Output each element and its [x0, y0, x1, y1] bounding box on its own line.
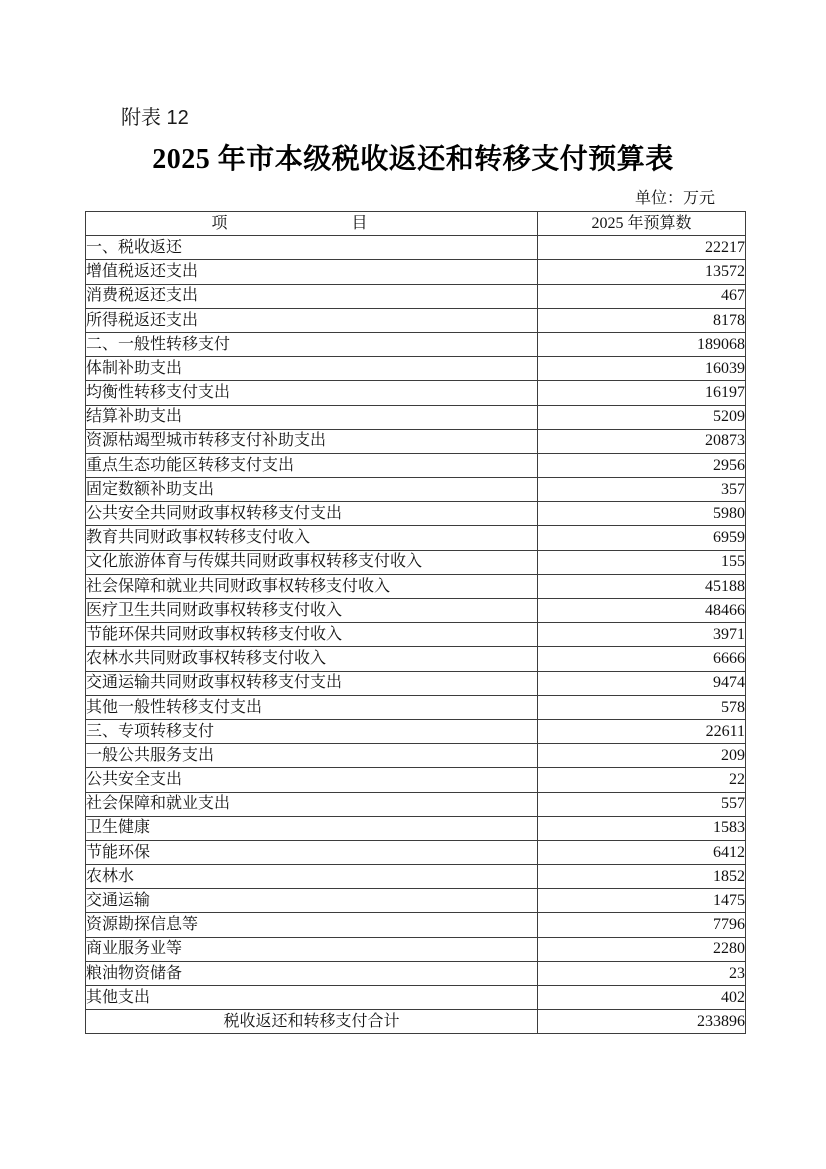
attachment-table-number: 附表 12	[121, 107, 189, 129]
row-label: 农林水共同财政事权转移支付收入	[86, 647, 538, 671]
table-row	[86, 357, 746, 381]
row-label: 固定数额补助支出	[86, 478, 538, 502]
row-label: 体制补助支出	[86, 357, 538, 381]
row-label: 教育共同财政事权转移支付收入	[86, 526, 538, 550]
row-label: 粮油物资储备	[86, 961, 538, 985]
row-value: 467	[538, 284, 746, 308]
table-row	[86, 236, 746, 260]
row-value: 13572	[538, 260, 746, 284]
row-value: 8178	[538, 308, 746, 332]
row-label: 医疗卫生共同财政事权转移支付收入	[86, 599, 538, 623]
row-label: 一、税收返还	[86, 236, 538, 260]
table-header-row	[86, 212, 746, 236]
unit-label: 单位：万元	[634, 190, 715, 207]
row-value: 557	[538, 792, 746, 816]
table-row	[86, 961, 746, 985]
row-value: 402	[538, 986, 746, 1010]
table-row	[86, 623, 746, 647]
table-row	[86, 405, 746, 429]
table-row	[86, 913, 746, 937]
row-label: 公共安全共同财政事权转移支付支出	[86, 502, 538, 526]
row-value: 2956	[538, 453, 746, 477]
row-label: 一般公共服务支出	[86, 744, 538, 768]
row-label: 所得税返还支出	[86, 308, 538, 332]
row-label: 其他一般性转移支付支出	[86, 695, 538, 719]
row-value: 1475	[538, 889, 746, 913]
row-value: 22611	[538, 719, 746, 743]
row-value: 578	[538, 695, 746, 719]
row-value: 16197	[538, 381, 746, 405]
table-row	[86, 502, 746, 526]
row-value: 9474	[538, 671, 746, 695]
table-row	[86, 574, 746, 598]
row-label: 农林水	[86, 865, 538, 889]
table-row	[86, 840, 746, 864]
row-label: 资源勘探信息等	[86, 913, 538, 937]
row-label: 三、专项转移支付	[86, 719, 538, 743]
table-row	[86, 260, 746, 284]
table-row	[86, 986, 746, 1010]
item-column-header	[86, 212, 538, 236]
row-label: 税收返还和转移支付合计	[86, 1010, 538, 1034]
row-value: 20873	[538, 429, 746, 453]
row-label: 其他支出	[86, 986, 538, 1010]
row-value: 5980	[538, 502, 746, 526]
table-row	[86, 381, 746, 405]
item-header-char-left: 项	[211, 214, 228, 232]
row-label: 资源枯竭型城市转移支付补助支出	[86, 429, 538, 453]
table-row	[86, 865, 746, 889]
row-value: 209	[538, 744, 746, 768]
table-row	[86, 478, 746, 502]
row-label: 商业服务业等	[86, 937, 538, 961]
row-value: 23	[538, 961, 746, 985]
table-row	[86, 719, 746, 743]
row-value: 6412	[538, 840, 746, 864]
row-value: 155	[538, 550, 746, 574]
table-row	[86, 429, 746, 453]
row-value: 48466	[538, 599, 746, 623]
table-row	[86, 308, 746, 332]
row-label: 增值税返还支出	[86, 260, 538, 284]
row-label: 交通运输共同财政事权转移支付支出	[86, 671, 538, 695]
table-row	[86, 792, 746, 816]
table-row	[86, 599, 746, 623]
row-label: 节能环保共同财政事权转移支付收入	[86, 623, 538, 647]
table-row	[86, 937, 746, 961]
table-row	[86, 332, 746, 356]
row-value: 3971	[538, 623, 746, 647]
row-value: 233896	[538, 1010, 746, 1034]
row-label: 结算补助支出	[86, 405, 538, 429]
row-label: 公共安全支出	[86, 768, 538, 792]
row-label: 卫生健康	[86, 816, 538, 840]
row-label: 节能环保	[86, 840, 538, 864]
item-header-char-right: 目	[351, 214, 368, 232]
row-label: 文化旅游体育与传媒共同财政事权转移支付收入	[86, 550, 538, 574]
table-row	[86, 816, 746, 840]
row-value: 1852	[538, 865, 746, 889]
row-value: 45188	[538, 574, 746, 598]
row-value: 6959	[538, 526, 746, 550]
budget-table	[85, 211, 746, 1034]
row-label: 交通运输	[86, 889, 538, 913]
table-row	[86, 889, 746, 913]
table-row	[86, 647, 746, 671]
row-label: 二、一般性转移支付	[86, 332, 538, 356]
row-value: 16039	[538, 357, 746, 381]
table-body	[86, 236, 746, 1034]
table-row	[86, 550, 746, 574]
row-label: 消费税返还支出	[86, 284, 538, 308]
table-row	[86, 744, 746, 768]
row-value: 1583	[538, 816, 746, 840]
table-row	[86, 453, 746, 477]
table-row	[86, 1010, 746, 1034]
table-row	[86, 695, 746, 719]
row-value: 6666	[538, 647, 746, 671]
table-row	[86, 526, 746, 550]
row-value: 189068	[538, 332, 746, 356]
page-title: 2025 年市本级税收返还和转移支付预算表	[152, 144, 674, 175]
table-row	[86, 671, 746, 695]
row-value: 357	[538, 478, 746, 502]
row-value: 22217	[538, 236, 746, 260]
row-value: 22	[538, 768, 746, 792]
table-row	[86, 768, 746, 792]
table-row	[86, 284, 746, 308]
row-value: 5209	[538, 405, 746, 429]
row-value: 7796	[538, 913, 746, 937]
row-label: 均衡性转移支付支出	[86, 381, 538, 405]
row-value: 2280	[538, 937, 746, 961]
row-label: 重点生态功能区转移支付支出	[86, 453, 538, 477]
row-label: 社会保障和就业共同财政事权转移支付收入	[86, 574, 538, 598]
row-label: 社会保障和就业支出	[86, 792, 538, 816]
budget-column-header: 2025 年预算数	[538, 212, 746, 236]
